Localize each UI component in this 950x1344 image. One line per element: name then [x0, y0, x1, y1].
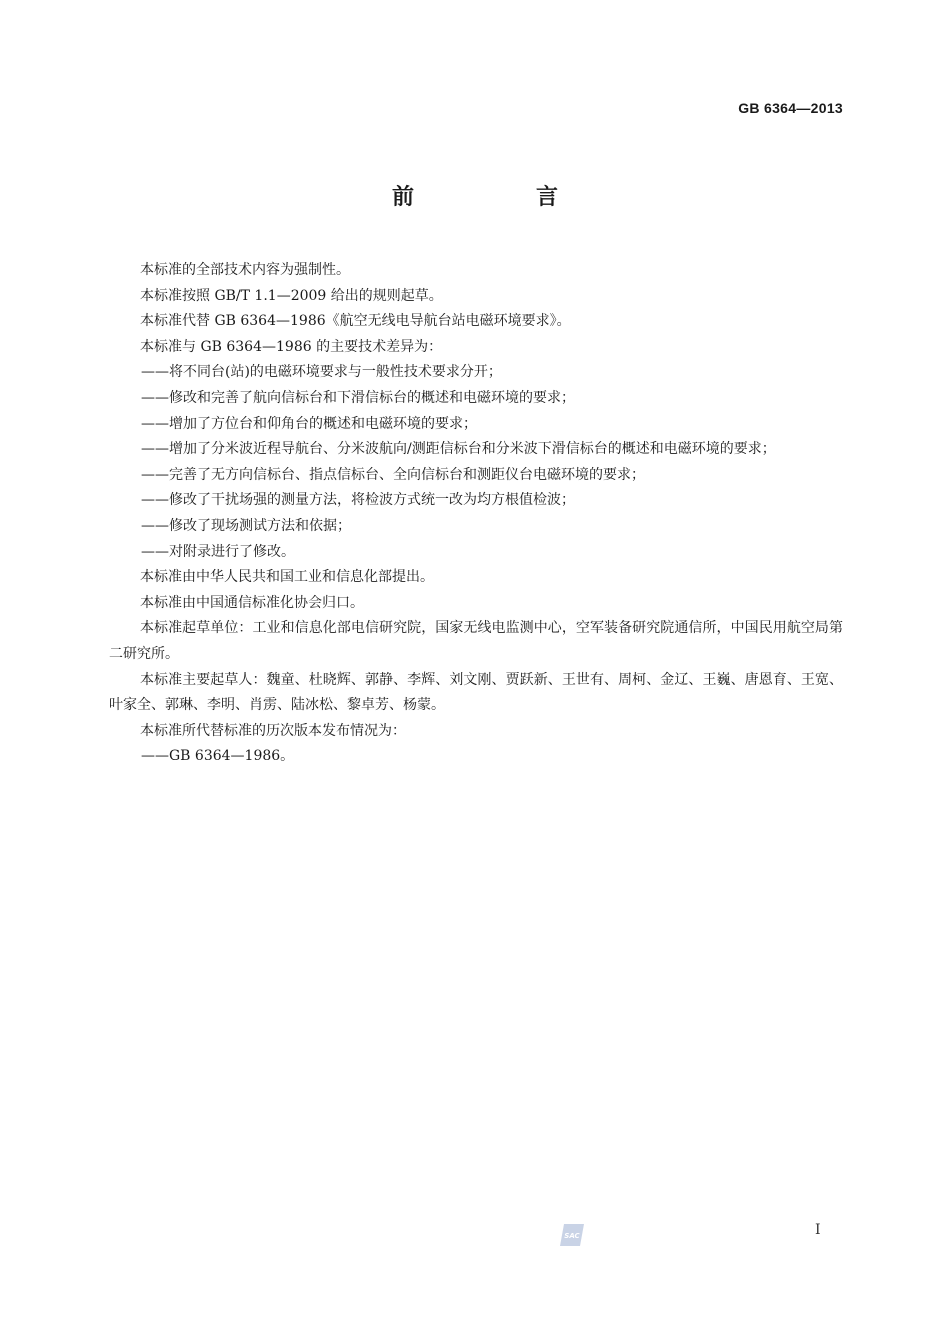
difference-item: ——增加了方位台和仰角台的概述和电磁环境的要求；	[141, 415, 477, 432]
paragraph-drafters: 本标准主要起草人：魏童、杜晓辉、郭静、李辉、刘文刚、贾跃新、王世有、周柯、金辽、王巍、唐恩育、王宽、叶家全、郭琳、李明、肖雳、陆冰松、黎卓芳、杨蒙。	[109, 671, 843, 714]
paragraph-mandatory: 本标准的全部技术内容为强制性。	[140, 262, 350, 278]
difference-item: ——完善了无方向信标台、指点信标台、全向信标台和测距仪台电磁环境的要求；	[141, 466, 645, 483]
paragraph-proposed-by: 本标准由中华人民共和国工业和信息化部提出。	[140, 569, 434, 586]
difference-item: ——修改了干扰场强的测量方法，将检波方式统一改为均方根值检波；	[141, 492, 575, 509]
difference-item: ——对附录进行了修改。	[141, 543, 295, 560]
difference-item: ——修改了现场测试方法和依据；	[141, 517, 351, 534]
svg-text:SAC: SAC	[564, 1232, 580, 1240]
page-title: 前 言	[391, 185, 608, 210]
difference-item: ——将不同台(站)的电磁环境要求与一般性技术要求分开；	[141, 364, 502, 381]
paragraph-replaces: 本标准代替 GB 6364—1986《航空无线电导航台站电磁环境要求》。	[140, 313, 571, 330]
paragraph-drafting-units: 本标准起草单位：工业和信息化部电信研究院，国家无线电监测中心，空军装备研究院通信所，中国民用航空局第二研究所。	[109, 620, 843, 662]
difference-item: ——增加了分米波近程导航台、分米波航向/测距信标台和分米波下滑信标台的概述和电磁环境的要求；	[141, 441, 776, 458]
paragraph-drafting-rules: 本标准按照 GB/T 1.1—2009 给出的规则起草。	[140, 287, 443, 304]
foreword-body	[109, 258, 843, 770]
paragraph-history-intro: 本标准所代替标准的历次版本发布情况为：	[140, 722, 406, 739]
history-item: ——GB 6364—1986。	[141, 748, 295, 765]
sac-logo	[558, 1222, 586, 1248]
standard-code: GB 6364—2013	[738, 100, 843, 116]
paragraph-differences-intro: 本标准与 GB 6364—1986 的主要技术差异为：	[140, 338, 443, 355]
page-number: I	[815, 1222, 821, 1238]
difference-item: ——修改和完善了航向信标台和下滑信标台的概述和电磁环境的要求；	[141, 389, 575, 406]
paragraph-centralized-by: 本标准由中国通信标准化协会归口。	[140, 594, 364, 611]
